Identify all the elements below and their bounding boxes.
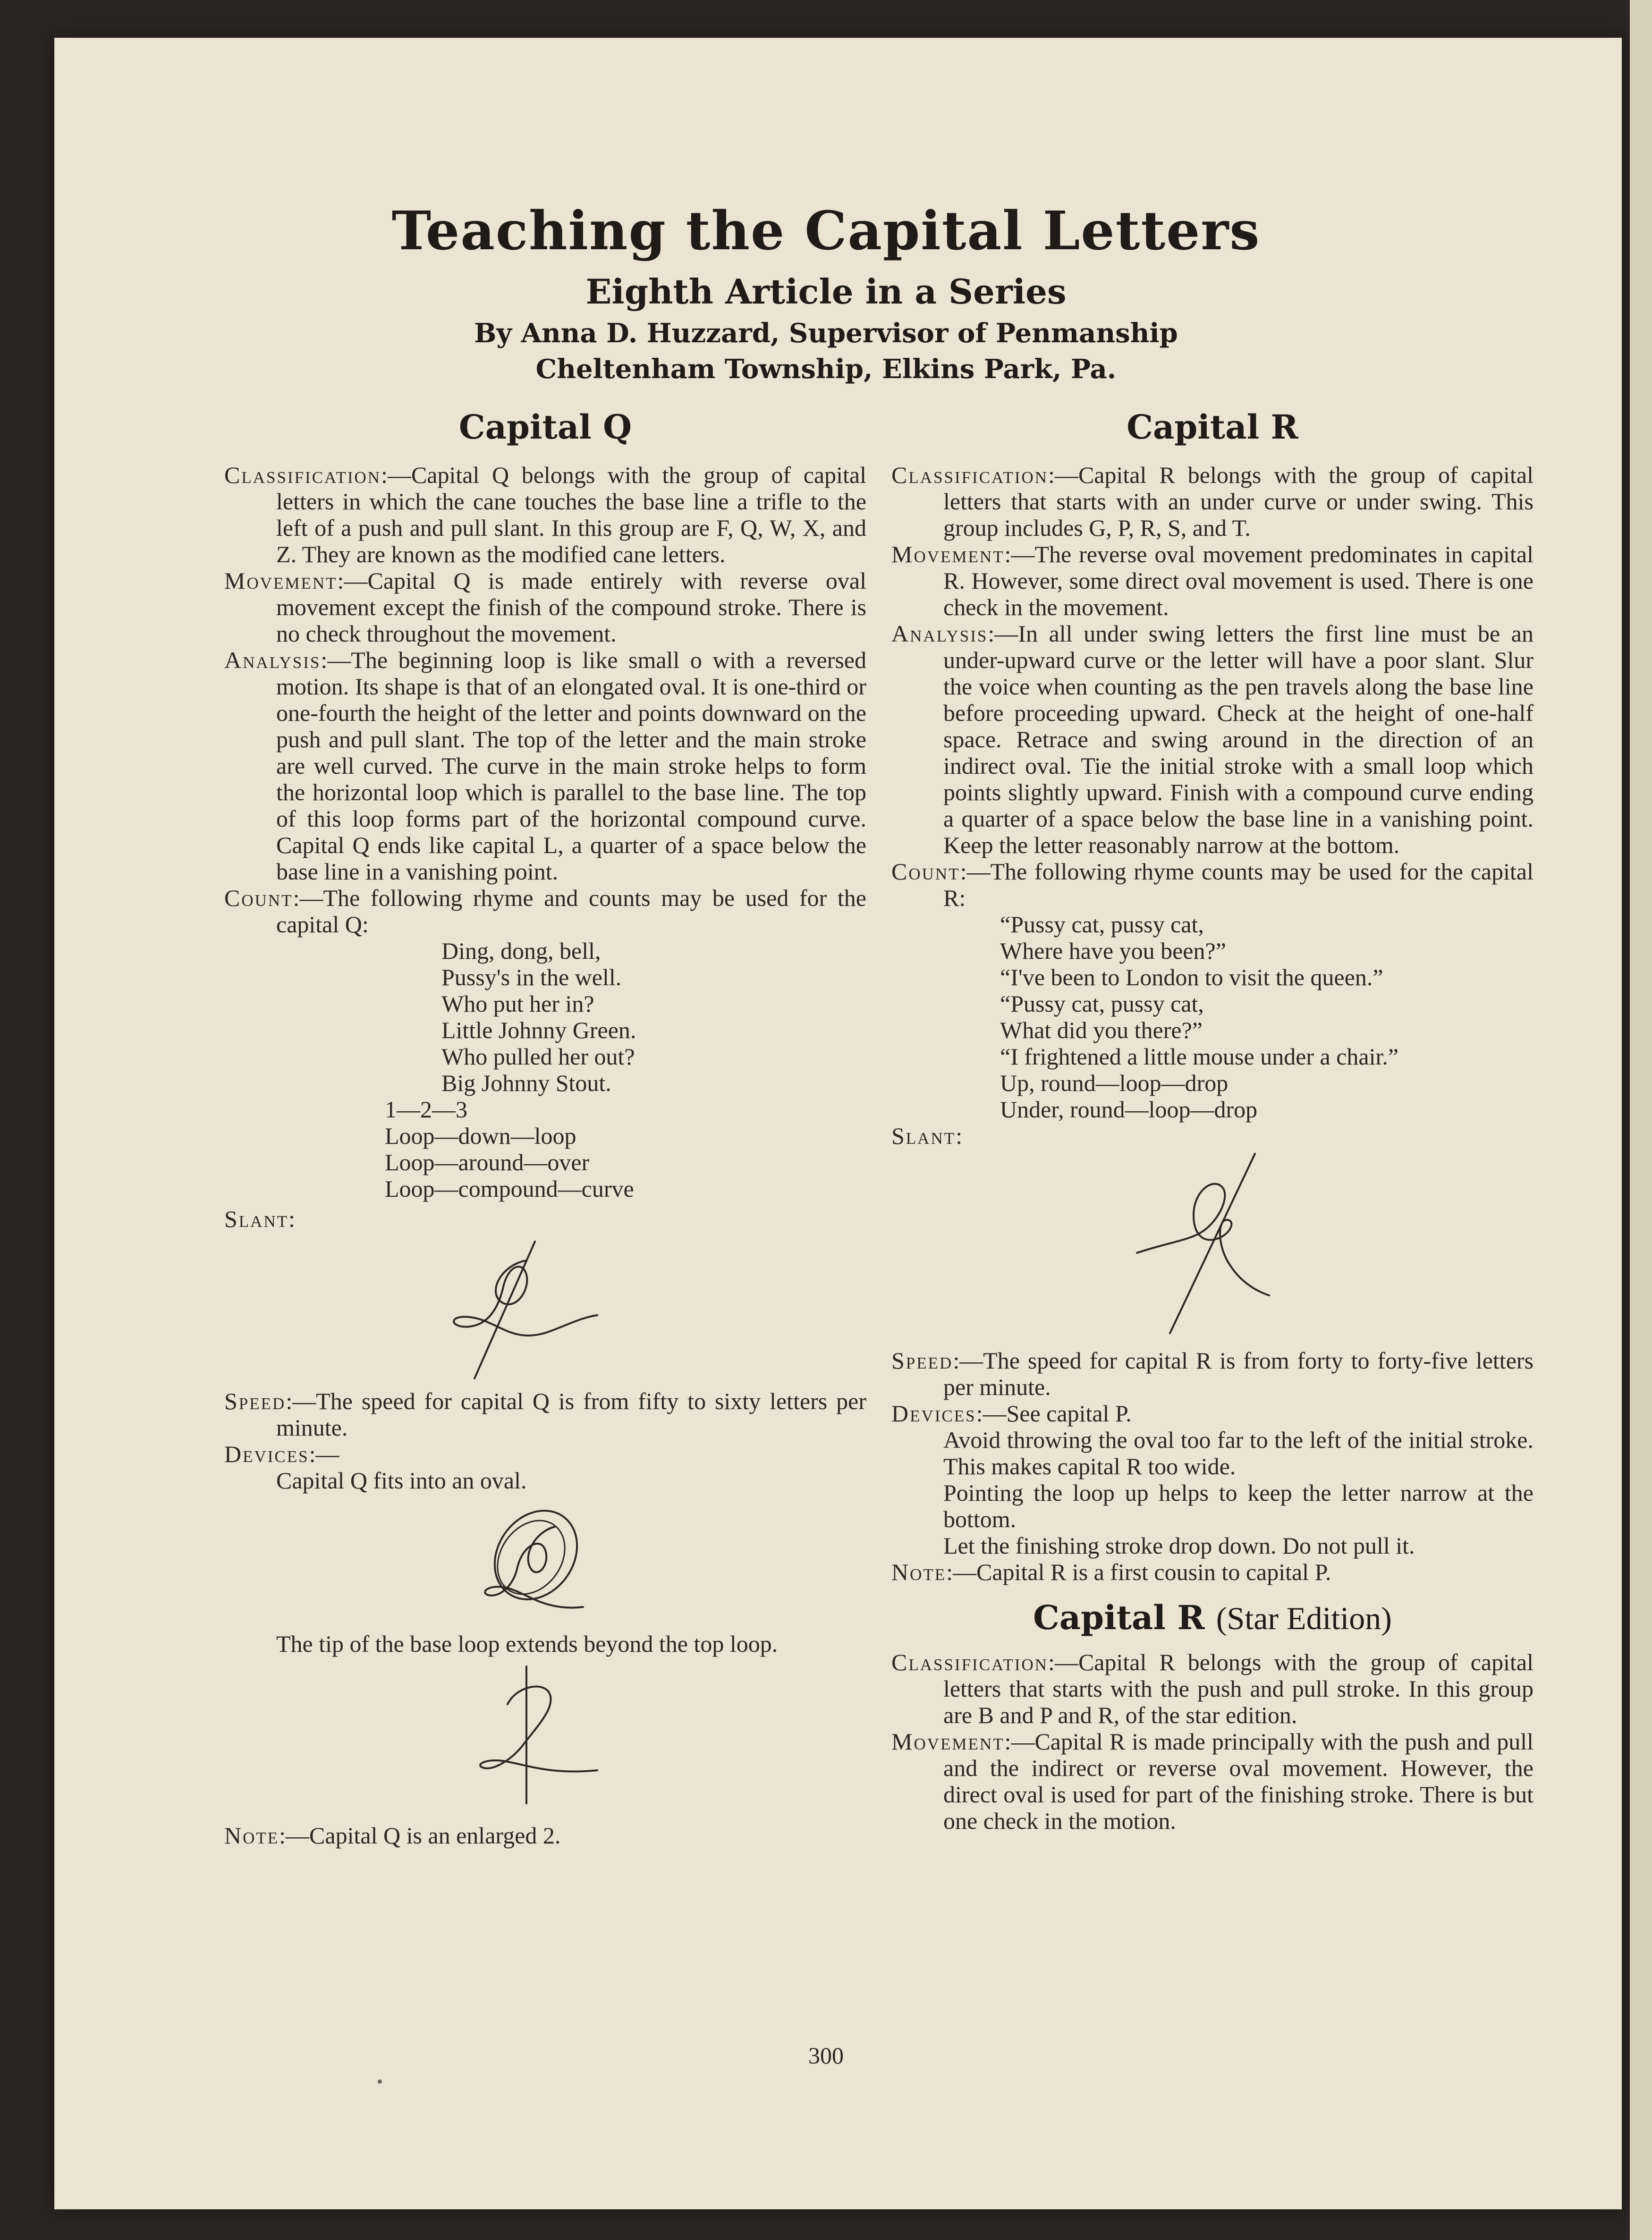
q-devices-line: Capital Q fits into an oval. <box>276 1467 527 1494</box>
q-note-text: :—Capital Q is an enlarged 2. <box>279 1822 561 1849</box>
q-counts <box>224 1096 866 1202</box>
q-enlarged-2-figure <box>224 1657 866 1813</box>
r-star-classification-text: :—Capital R belongs with the group of capital letters that starts with the push and pull stroke. In this group are B and P and R, of the star edition. <box>943 1649 1533 1728</box>
q-slant-figure <box>224 1232 866 1388</box>
page-number: 300 <box>808 2042 844 2069</box>
r-slant-figure <box>891 1149 1533 1347</box>
r-devices <box>891 1400 1533 1427</box>
heading-capital-r: Capital R <box>1127 407 1298 447</box>
r-analysis-label: Analysis <box>891 620 988 647</box>
r-rhyme-line: “I frightened a little mouse under a chair.” <box>1000 1043 1399 1070</box>
column-capital-r <box>891 406 1533 1834</box>
star-heading-bold: Capital R <box>1033 1598 1205 1637</box>
q-rhyme-line: Ding, dong, bell, <box>441 938 601 964</box>
r-note-label: Note <box>891 1559 947 1585</box>
star-heading-light: (Star Edition) <box>1216 1600 1392 1636</box>
r-devices-text: :—See capital P. <box>976 1400 1132 1427</box>
q-rhyme-line: Who pulled her out? <box>441 1043 635 1070</box>
q-movement-label: Movement <box>224 567 338 594</box>
r-slant-label: Slant <box>891 1123 956 1149</box>
article-byline: By Anna D. Huzzard, Supervisor of Penmanship <box>474 318 1178 349</box>
r-rhyme <box>891 911 1533 1123</box>
r-count-text: :—The following rhyme counts may be used for the capital R: <box>943 858 1533 911</box>
q-analysis-label: Analysis <box>224 647 321 673</box>
r-rhyme-line: “Pussy cat, pussy cat, <box>1000 990 1204 1017</box>
r-movement-text: :—The reverse oval movement predominates in capital R. However, some direct oval movement is used. There is one check in the movement. <box>943 541 1533 620</box>
q-count-line: Loop—compound—curve <box>385 1175 634 1202</box>
r-star-movement-text: :—Capital R is made principally with the push and pull and the indirect or reverse oval movement. However, the direct oval is used for part of the finishing stroke. There is but one check in the motion. <box>943 1728 1533 1834</box>
r-note-text: :—Capital R is a first cousin to capital P. <box>946 1559 1331 1585</box>
r-star-classification-label: Classification <box>891 1649 1049 1675</box>
heading-capital-q: Capital Q <box>458 407 632 447</box>
q-oval-figure <box>224 1494 866 1626</box>
r-classification-text: :—Capital R belongs with the group of capital letters that starts with an under curve or under swing. This group includes G, P, R, S, and T. <box>943 462 1533 541</box>
article-header <box>0 198 1652 387</box>
q-movement-text: :—Capital Q is made entirely with reverse oval movement except the finish of the compound stroke. There is no check throughout the movement. <box>276 567 866 647</box>
r-devices-line: Pointing the loop up helps to keep the letter narrow at the bottom. <box>943 1479 1533 1532</box>
r-devices-line: Let the finishing stroke drop down. Do not pull it. <box>943 1532 1415 1559</box>
q-classification-text: :—Capital Q belongs with the group of capital letters in which the cane touches the base line a trifle to the left of a push and pull slant. In this group are F, Q, W, X, and Z. They are known as the modified cane letters. <box>276 462 866 567</box>
q-classification-label: Classification <box>224 462 381 488</box>
q-count-line: Loop—around—over <box>385 1149 590 1175</box>
r-count-label: Count <box>891 858 960 885</box>
r-speed-text: :—The speed for capital R is from forty to forty-five letters per minute. <box>943 1347 1533 1400</box>
r-count <box>891 858 1533 911</box>
r-devices-label: Devices <box>891 1400 976 1427</box>
q-speed-label: Speed <box>224 1388 286 1414</box>
q-rhyme-line: Who put her in? <box>441 990 594 1017</box>
r-star-movement-label: Movement <box>891 1728 1005 1755</box>
r-speed-label: Speed <box>891 1347 953 1374</box>
q-tip-text: The tip of the base loop extends beyond the top loop. <box>276 1631 778 1657</box>
q-analysis <box>224 647 866 885</box>
q-devices-label: Devices <box>224 1441 309 1467</box>
q-count-label: Count <box>224 885 293 911</box>
r-star-classification <box>891 1649 1533 1728</box>
q-rhyme-line: Little Johnny Green. <box>441 1017 636 1043</box>
r-rhyme-line: “I've been to London to visit the queen.” <box>1000 964 1383 990</box>
q-slant-label: Slant <box>224 1206 289 1232</box>
heading-capital-r-star <box>891 1597 1533 1640</box>
ink-speck <box>378 2079 382 2084</box>
q-speed <box>224 1388 866 1441</box>
q-rhyme-line: Pussy's in the well. <box>441 964 622 990</box>
q-analysis-text: :—The beginning loop is like small o with a reversed motion. Its shape is that of an elongated oval. It is one-third or one-fourth the height of the letter and points downward on the push and pull slant. The top of the letter and the main stroke are well curved. The curve in the main stroke helps to form the horizontal loop which is parallel to the base line. The top of this loop forms part of the horizontal compound curve. Capital Q ends like capital L, a quarter of a space below the base line in a vanishing point. <box>276 647 866 885</box>
r-star-movement <box>891 1728 1533 1834</box>
r-devices-line: Avoid throwing the oval too far to the left of the initial stroke. This makes capital R too wide. <box>943 1427 1533 1479</box>
r-rhyme-line: What did you there?” <box>1000 1017 1203 1043</box>
r-rhyme-line: Under, round—loop—drop <box>1000 1096 1258 1123</box>
q-slant-colon: : <box>288 1206 296 1232</box>
r-speed <box>891 1347 1533 1400</box>
q-classification <box>224 462 866 567</box>
r-classification <box>891 462 1533 541</box>
r-movement <box>891 541 1533 620</box>
q-count-line: 1—2—3 <box>385 1096 467 1123</box>
r-movement-label: Movement <box>891 541 1005 567</box>
q-devices-text: :— <box>309 1441 339 1467</box>
r-slant-colon: : <box>956 1123 963 1149</box>
q-note-label: Note <box>224 1822 280 1849</box>
column-capital-q <box>224 406 866 1849</box>
q-note <box>224 1822 866 1849</box>
r-analysis <box>891 620 1533 858</box>
r-note <box>891 1559 1533 1585</box>
r-analysis-text: :—In all under swing letters the first line must be an under-upward curve or the letter will have a poor slant. Slur the voice when counting as the pen travels along the base line before proceeding upward. Check at the height of one-half space. Retrace and swing around in the direction of an indirect oval. Tie the initial stroke with a small loop which points slightly upward. Finish with a compound curve ending a quarter of a space below the base line in a vanishing point. Keep the letter reasonably narrow at the bottom. <box>943 620 1533 858</box>
q-movement <box>224 567 866 647</box>
q-count-line: Loop—down—loop <box>385 1123 576 1149</box>
q-devices <box>224 1441 866 1467</box>
q-slant <box>224 1206 866 1232</box>
article-subtitle: Eighth Article in a Series <box>585 271 1067 312</box>
q-count-text: :—The following rhyme and counts may be used for the capital Q: <box>276 885 866 938</box>
r-rhyme-line: “Pussy cat, pussy cat, <box>1000 911 1204 938</box>
q-count <box>224 885 866 938</box>
r-classification-label: Classification <box>891 462 1049 488</box>
r-slant <box>891 1123 1533 1149</box>
article-location: Cheltenham Township, Elkins Park, Pa. <box>535 354 1117 385</box>
q-rhyme-line: Big Johnny Stout. <box>441 1070 611 1096</box>
r-rhyme-line: Up, round—loop—drop <box>1000 1070 1228 1096</box>
article-title: Teaching the Capital Letters <box>391 200 1261 262</box>
q-speed-text: :—The speed for capital Q is from fifty to sixty letters per minute. <box>276 1388 866 1441</box>
r-rhyme-line: Where have you been?” <box>1000 938 1226 964</box>
q-rhyme <box>224 938 866 1096</box>
